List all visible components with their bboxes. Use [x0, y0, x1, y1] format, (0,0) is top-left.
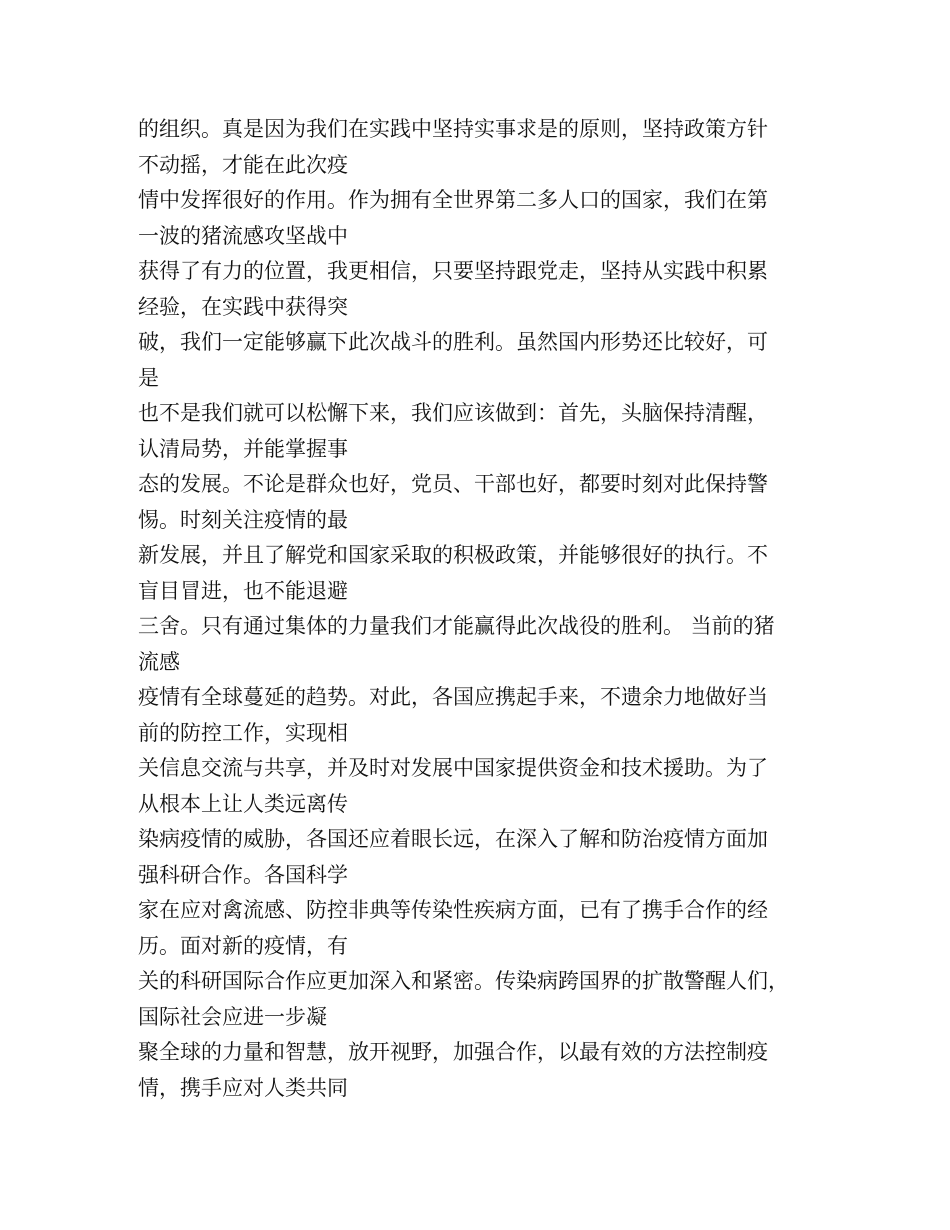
text-line: 染病疫情的威胁，各国还应着眼长远，在深入了解和防治疫情方面加 [138, 827, 768, 851]
text-line: 是 [138, 365, 159, 390]
text-line: 从根本上让人类远离传 [138, 791, 348, 816]
text-line: 态的发展。不论是群众也好，党员、干部也好，都要时刻对此保持警 [138, 472, 768, 496]
text-line: 历。面对新的疫情，有 [138, 933, 348, 958]
text-line: 强科研合作。各国科学 [138, 862, 348, 887]
text-line: 流感 [138, 649, 180, 674]
text-line: 家在应对禽流感、防控非典等传染性疾病方面，已有了携手合作的经 [138, 898, 768, 922]
text-line: 情，携手应对人类共同 [138, 1075, 348, 1100]
text-line: 聚全球的力量和智慧，放开视野，加强合作，以最有效的方法控制疫 [138, 1040, 768, 1064]
text-line: 不动摇，才能在此次疫 [138, 152, 348, 177]
text-line: 破，我们一定能够赢下此次战斗的胜利。虽然国内形势还比较好，可 [138, 330, 768, 354]
text-line: 关的科研国际合作应更加深入和紧密。传染病跨国界的扩散警醒人们， [138, 969, 789, 993]
text-line: 认清局势，并能掌握事 [138, 436, 348, 461]
text-line: 一波的猪流感攻坚战中 [138, 223, 348, 248]
text-line: 三舍。只有通过集体的力量我们才能赢得此次战役的胜利。 当前的猪 [138, 614, 775, 638]
text-line: 的组织。真是因为我们在实践中坚持实事求是的原则，坚持政策方针 [138, 117, 768, 141]
body-text [138, 112, 828, 1106]
text-line: 疫情有全球蔓延的趋势。对此，各国应携起手来，不遗余力地做好当 [138, 685, 768, 709]
text-line: 惕。时刻关注疫情的最 [138, 507, 348, 532]
text-line: 关信息交流与共享，并及时对发展中国家提供资金和技术援助。为了 [138, 756, 768, 780]
text-line: 获得了有力的位置，我更相信，只要坚持跟党走，坚持从实践中积累 [138, 259, 768, 283]
text-line: 经验，在实践中获得突 [138, 294, 348, 319]
text-line: 前的防控工作，实现相 [138, 720, 348, 745]
text-line: 盲目冒进，也不能退避 [138, 578, 348, 603]
text-line: 情中发挥很好的作用。作为拥有全世界第二多人口的国家，我们在第 [138, 188, 768, 212]
text-line: 也不是我们就可以松懈下来，我们应该做到：首先，头脑保持清醒， [138, 401, 768, 425]
text-line: 国际社会应进一步凝 [138, 1004, 327, 1029]
text-line: 新发展，并且了解党和国家采取的积极政策，并能够很好的执行。不 [138, 543, 768, 567]
